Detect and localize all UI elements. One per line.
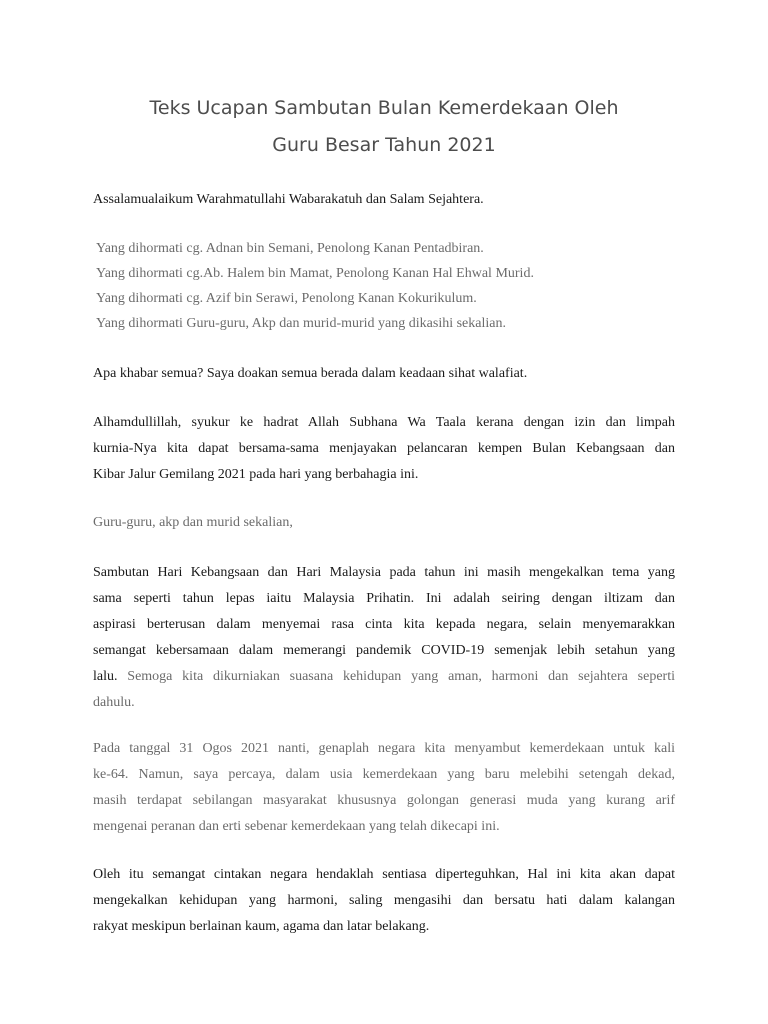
honorific-item: Yang dihormati cg.Ab. Halem bin Mamat, Penolong Kanan Hal Ehwal Murid. bbox=[96, 266, 534, 281]
honorific-item: Yang dihormati Guru-guru, Akp dan murid-murid yang dikasihi sekalian. bbox=[96, 316, 506, 331]
paragraph-line: semangat kebersamaan dalam memerangi pandemik COVID-19 semenjak lebih setahun yang bbox=[93, 643, 675, 658]
paragraph-line: Pada tanggal 31 Ogos 2021 nanti, genaplah negara kita menyambut kemerdekaan untuk kali bbox=[93, 741, 675, 756]
paragraph-tanggal bbox=[93, 736, 675, 840]
paragraph-line: Kibar Jalur Gemilang 2021 pada hari yang berbahagia ini. bbox=[93, 467, 419, 482]
paragraph-line: kurnia-Nya kita dapat bersama-sama menjayakan pelancaran kempen Bulan Kebangsaan dan bbox=[93, 441, 675, 456]
address-guru-text: Guru-guru, akp dan murid sekalian, bbox=[93, 515, 293, 530]
greeting-text: Assalamualaikum Warahmatullahi Wabarakatuh dan Salam Sejahtera. bbox=[93, 192, 484, 207]
paragraph-alhamdulillah bbox=[93, 410, 675, 488]
address-guru bbox=[93, 510, 675, 536]
paragraph-line-mixed bbox=[93, 664, 675, 690]
paragraph-line: mengekalkan kehidupan yang harmoni, saling mengasihi dan bersatu hati dalam kalangan bbox=[93, 893, 675, 908]
paragraph-line: sama seperti tahun lepas iaitu Malaysia Prihatin. Ini adalah seiring dengan iltizam dan bbox=[93, 591, 675, 606]
honorific-item: Yang dihormati cg. Adnan bin Semani, Penolong Kanan Pentadbiran. bbox=[96, 241, 484, 256]
paragraph-fragment: lalu. bbox=[93, 669, 118, 684]
paragraph-line: aspirasi berterusan dalam menyemai rasa cinta kita kepada negara, selain menyemarakkan bbox=[93, 617, 675, 632]
paragraph-line: masih terdapat sebilangan masyarakat khususnya golongan generasi muda yang kurang arif bbox=[93, 793, 675, 808]
document-title-line-2: Guru Besar Tahun 2021 bbox=[272, 134, 496, 156]
apa-khabar-paragraph bbox=[93, 361, 675, 387]
document-title-line-1: Teks Ucapan Sambutan Bulan Kemerdekaan Oleh bbox=[149, 97, 619, 119]
honorific-item: Yang dihormati cg. Azif bin Serawi, Penolong Kanan Kokurikulum. bbox=[96, 291, 477, 306]
greeting bbox=[93, 187, 675, 213]
paragraph-line: Sambutan Hari Kebangsaan dan Hari Malaysia pada tahun ini masih mengekalkan tema yang bbox=[93, 565, 675, 580]
paragraph-line: ke-64. Namun, saya percaya, dalam usia kemerdekaan yang baru melebihi setengah dekad, bbox=[93, 767, 675, 782]
paragraph-sambutan bbox=[93, 560, 675, 716]
paragraph-fragment: Semoga kita dikurniakan suasana kehidupan yang aman, harmoni dan sejahtera seperti bbox=[117, 669, 675, 684]
honorifics-list bbox=[96, 236, 678, 336]
apa-khabar-text: Apa khabar semua? Saya doakan semua berada dalam keadaan sihat walafiat. bbox=[93, 366, 528, 381]
paragraph-line: dahulu. bbox=[93, 695, 135, 710]
paragraph-line: rakyat meskipun berlainan kaum, agama dan latar belakang. bbox=[93, 919, 430, 934]
paragraph-oleh-itu bbox=[93, 862, 675, 940]
paragraph-line: Oleh itu semangat cintakan negara hendaklah sentiasa diperteguhkan, Hal ini kita akan dapat bbox=[93, 867, 675, 882]
paragraph-line: mengenai peranan dan erti sebenar kemerdekaan yang telah dikecapi ini. bbox=[93, 819, 500, 834]
paragraph-line: Alhamdullillah, syukur ke hadrat Allah Subhana Wa Taala kerana dengan izin dan limpah bbox=[93, 415, 675, 430]
